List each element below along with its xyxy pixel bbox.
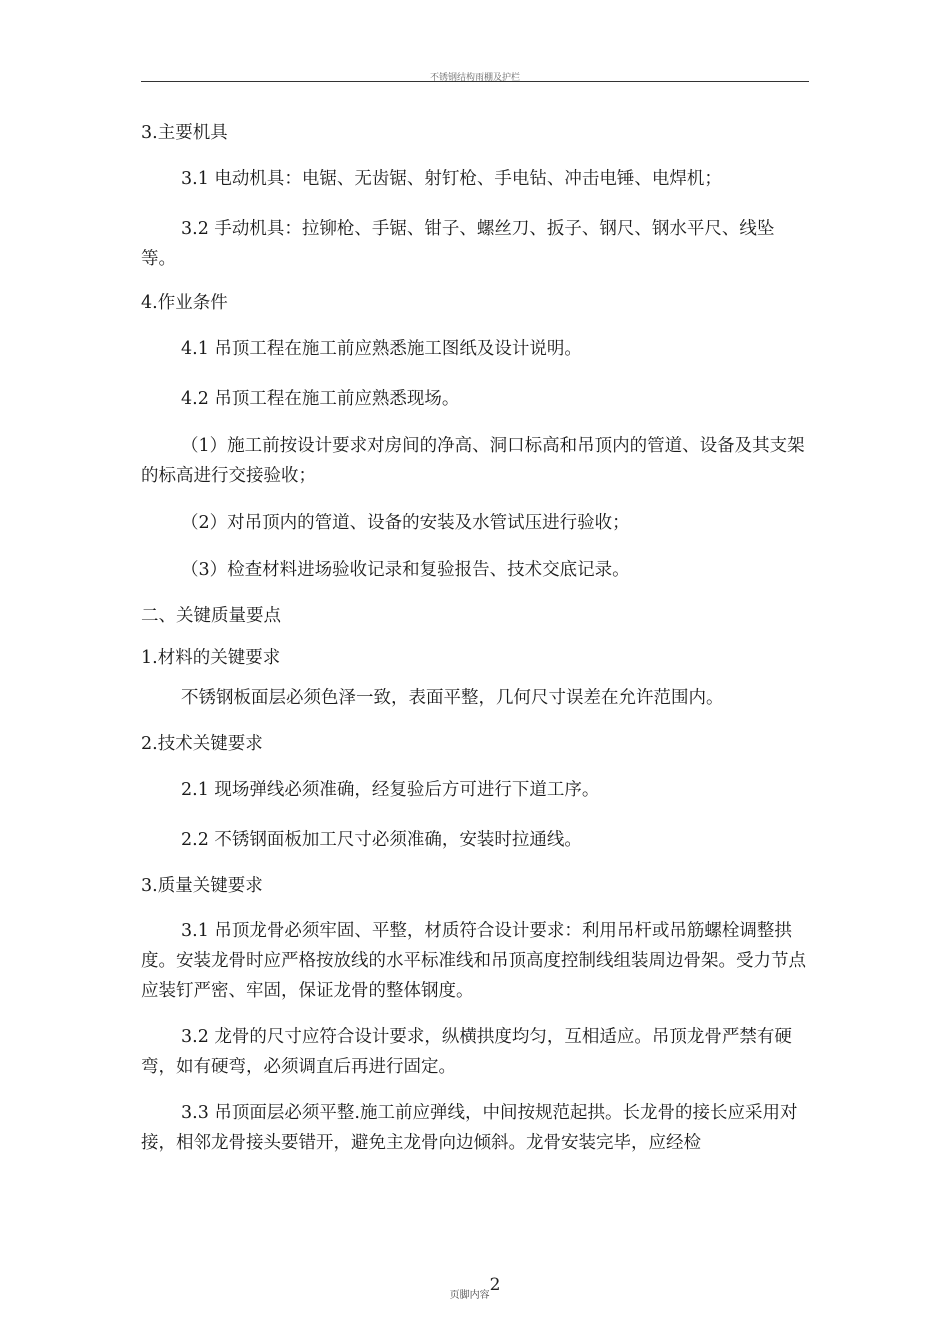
paragraph-condition-4-1: 4.1 吊顶工程在施工前应熟悉施工图纸及设计说明。 (181, 339, 582, 359)
paragraph-quality-3-3: 3.3 吊顶面层必须平整.施工前应弹线，中间按规范起拱。长龙骨的接长应采用对接，相邻龙骨接头要错开，避免主龙骨向边倾斜。龙骨安装完毕，应经检 (141, 1103, 798, 1153)
page-number: 2 (489, 1275, 501, 1295)
header-rule (141, 81, 809, 82)
paragraph-quality-3-2: 3.2 龙骨的尺寸应符合设计要求，纵横拱度均匀，互相适应。吊顶龙骨严禁有硬弯，如有硬弯，必须调直后再进行固定。 (141, 1027, 792, 1077)
section-heading-work-conditions: 4.作业条件 (141, 293, 228, 313)
paragraph-material-req: 不锈钢板面层必须色泽一致，表面平整，几何尺寸误差在允许范围内。 (181, 688, 724, 708)
paragraph-manual-tools: 3.2 手动机具：拉铆枪、手锯、钳子、螺丝刀、扳子、钢尺、钢水平尺、线坠等。 (141, 219, 775, 269)
page-footer (0, 1275, 950, 1309)
document-body (141, 118, 809, 1158)
section-heading-tech-req: 2.技术关键要求 (141, 734, 263, 754)
section-heading-material-req: 1.材料的关键要求 (141, 648, 281, 668)
paragraph-tech-2-1: 2.1 现场弹线必须准确，经复验后方可进行下道工序。 (181, 780, 600, 800)
section-heading-key-quality: 二、关键质量要点 (141, 606, 281, 626)
paragraph-quality-3-1: 3.1 吊顶龙骨必须牢固、平整，材质符合设计要求：利用吊杆或吊筋螺栓调整拱度。安装龙骨时应严格按放线的水平标准线和吊顶高度控制线组装周边骨架。受力节点应装钉严密、牢固，保证龙骨的整体钢度。 (141, 921, 806, 1001)
paragraph-electric-tools: 3.1 电动机具：电锯、无齿锯、射钉枪、手电钻、冲击电锤、电焊机； (181, 169, 722, 189)
footer-label: 页脚内容 (449, 1290, 490, 1301)
section-heading-quality-req: 3.质量关键要求 (141, 876, 263, 896)
paragraph-item-3: （3）检查材料进场验收记录和复验报告、技术交底记录。 (181, 560, 630, 580)
paragraph-item-1: （1）施工前按设计要求对房间的净高、洞口标高和吊顶内的管道、设备及其支架的标高进行交接验收； (141, 436, 805, 486)
paragraph-item-2: （2）对吊顶内的管道、设备的安装及水管试压进行验收； (181, 513, 630, 533)
paragraph-tech-2-2: 2.2 不锈钢面板加工尺寸必须准确，安装时拉通线。 (181, 830, 582, 850)
section-heading-main-tools: 3.主要机具 (141, 123, 228, 143)
paragraph-condition-4-2: 4.2 吊顶工程在施工前应熟悉现场。 (181, 389, 460, 409)
page-header-title: 不锈钢结构雨棚及护栏 (429, 73, 520, 83)
